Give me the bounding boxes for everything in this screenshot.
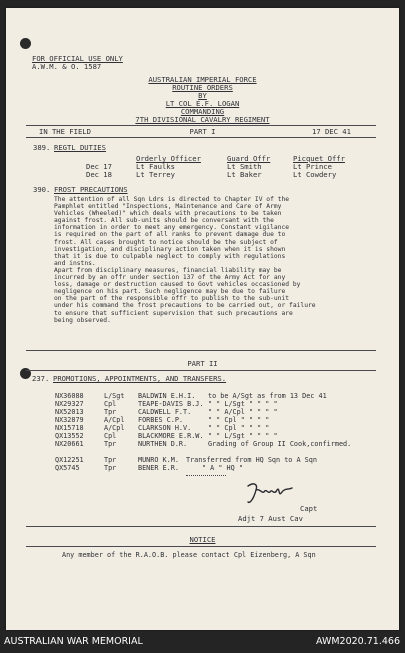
part-two-title: PART II	[187, 359, 218, 368]
duty-date: Dec 18	[86, 170, 112, 179]
divider	[26, 137, 376, 138]
order-detail: " " L/Sgt " " " "	[208, 432, 278, 440]
official-use-label: FOR OFFICIAL USE ONLY	[32, 54, 123, 63]
duties-title: REGTL DUTIES	[54, 143, 106, 152]
rank: A/Cpl	[104, 424, 125, 432]
duty-picquet: Lt Cowdery	[293, 170, 337, 179]
divider	[186, 475, 226, 476]
archive-name: AUSTRALIAN WAR MEMORIAL	[4, 636, 143, 647]
soldier-name: MUNRO K.M.	[138, 456, 179, 464]
duty-picquet: Lt Prince	[293, 162, 332, 171]
soldier-name: NURTHEN D.R.	[138, 440, 188, 448]
soldier-name: TEAPE-DAVIS B.J.	[138, 400, 204, 408]
order-detail: Grading of Group II Cook,confirmed.	[208, 440, 352, 448]
soldier-name: BALDWIN E.H.I.	[138, 392, 196, 400]
commanding-label: COMMANDING	[180, 107, 225, 116]
divider	[26, 125, 376, 126]
notice-title: NOTICE	[189, 535, 216, 544]
order-detail: " " Cpl " " " "	[208, 416, 270, 424]
reference-number: A.W.M. & O. 1587	[32, 62, 102, 71]
col-orderly-officer: Orderly Officer	[136, 154, 201, 163]
soldier-name: BLACKMORE E.R.W.	[138, 432, 204, 440]
service-number: NX32879	[55, 416, 84, 424]
commanding-officer: LT COL E.F. LOGAN	[165, 99, 240, 108]
rank: Tpr	[104, 456, 117, 464]
service-number: NX20661	[55, 440, 84, 448]
rank: Cpl	[104, 432, 117, 440]
doc-type: ROUTINE ORDERS	[172, 83, 233, 92]
divider	[26, 350, 376, 351]
duty-guard: Lt Baker	[227, 170, 262, 179]
org-title: AUSTRALIAN IMPERIAL FORCE	[148, 75, 257, 84]
duty-date: Dec 17	[86, 162, 112, 171]
by-label: BY	[198, 91, 207, 100]
rank: L/Sgt	[104, 392, 125, 400]
order-detail: " " L/Sgt " " " "	[208, 400, 278, 408]
location: IN THE FIELD	[39, 127, 91, 136]
signature-mark	[244, 478, 304, 508]
unit-name: 7TH DIVISIONAL CAVALRY REGIMENT	[135, 115, 270, 124]
col-picquet-offr: Picquet Offr	[293, 154, 345, 163]
soldier-name: CLARKSON H.V.	[138, 424, 192, 432]
rank: Tpr	[104, 440, 117, 448]
divider	[26, 370, 376, 371]
service-number: NX52013	[55, 408, 84, 416]
signatory-rank: Capt	[300, 504, 318, 513]
rank: Tpr	[104, 408, 117, 416]
order-detail: " " A/Cpl " " " "	[208, 408, 278, 416]
service-number: NX36088	[55, 392, 84, 400]
document-page	[6, 8, 399, 630]
divider	[26, 546, 376, 547]
service-number: QX12251	[55, 456, 84, 464]
frost-title: FROST PRECAUTIONS	[54, 185, 128, 194]
notice-text: Any member of the R.A.O.B. please contact Cpl Eizenberg, A Sqn	[62, 551, 316, 559]
section-number: 390.	[33, 185, 51, 194]
soldier-name: FORBES C.P.	[138, 416, 184, 424]
archive-footer	[0, 631, 405, 653]
service-number: NX15718	[55, 424, 84, 432]
soldier-name: BENER E.R.	[138, 464, 179, 472]
service-number: NX29327	[55, 400, 84, 408]
part-one-title: PART I	[189, 127, 216, 136]
rank: Tpr	[104, 464, 117, 472]
archive-reference: AWM2020.71.466	[315, 636, 400, 647]
order-detail: Transferred from HQ Sqn to A Sqn	[186, 456, 317, 464]
order-date: 17 DEC 41	[312, 127, 351, 136]
order-detail: " " Cpl " " " "	[208, 424, 270, 432]
service-number: QX13552	[55, 432, 84, 440]
signatory-title: Adjt 7 Aust Cav	[238, 514, 303, 523]
duty-orderly: Lt Terrey	[136, 170, 175, 179]
frost-paragraph: The attention of all Sqn Ldrs is directed to Chapter IV of the Pamphlet entitled "Inspections, Maintenance and Care of Army Vehicles (Wheeled)" which deals with precautions to be taken against frost. All sub-units should be conversant with the information in order to meet any emergency. Constant vigilance is required on the part of all ranks to prevent damage due to frost. All cases brought to notice should be the subject of investigation, and disciplinary action taken when it is shown that it is due to culpable neglect to comply with regulations and instns. Apart from disciplinary measures, financial liability may be incurred by an offr under section 137 of the Army Act for any loss, damage or destruction caused to Govt vehicles occasioned by negligence on his part. Such negligence may be due to failure on the part of the responsible offr to publish to the sub-unit under his command the frost precautions to be carried out, or failure to ensure that sufficient supervision that such precautions are being observed.	[54, 196, 316, 324]
promotions-title: PROMOTIONS, APPOINTMENTS, AND TRANSFERS.	[53, 374, 227, 383]
rank: Cpl	[104, 400, 117, 408]
section-number: 389.	[33, 143, 51, 152]
divider	[26, 526, 376, 527]
duty-orderly: Lt Faulks	[136, 162, 175, 171]
col-guard-offr: Guard Offr	[227, 154, 271, 163]
order-detail: " A " HQ "	[202, 464, 243, 472]
service-number: QX5745	[55, 464, 80, 472]
section-number: 237.	[32, 374, 50, 383]
rank: A/Cpl	[104, 416, 125, 424]
duty-guard: Lt Smith	[227, 162, 262, 171]
soldier-name: CALDWELL F.T.	[138, 408, 192, 416]
punch-hole	[20, 38, 31, 49]
order-detail: to be A/Sgt as from 13 Dec 41	[208, 392, 327, 400]
